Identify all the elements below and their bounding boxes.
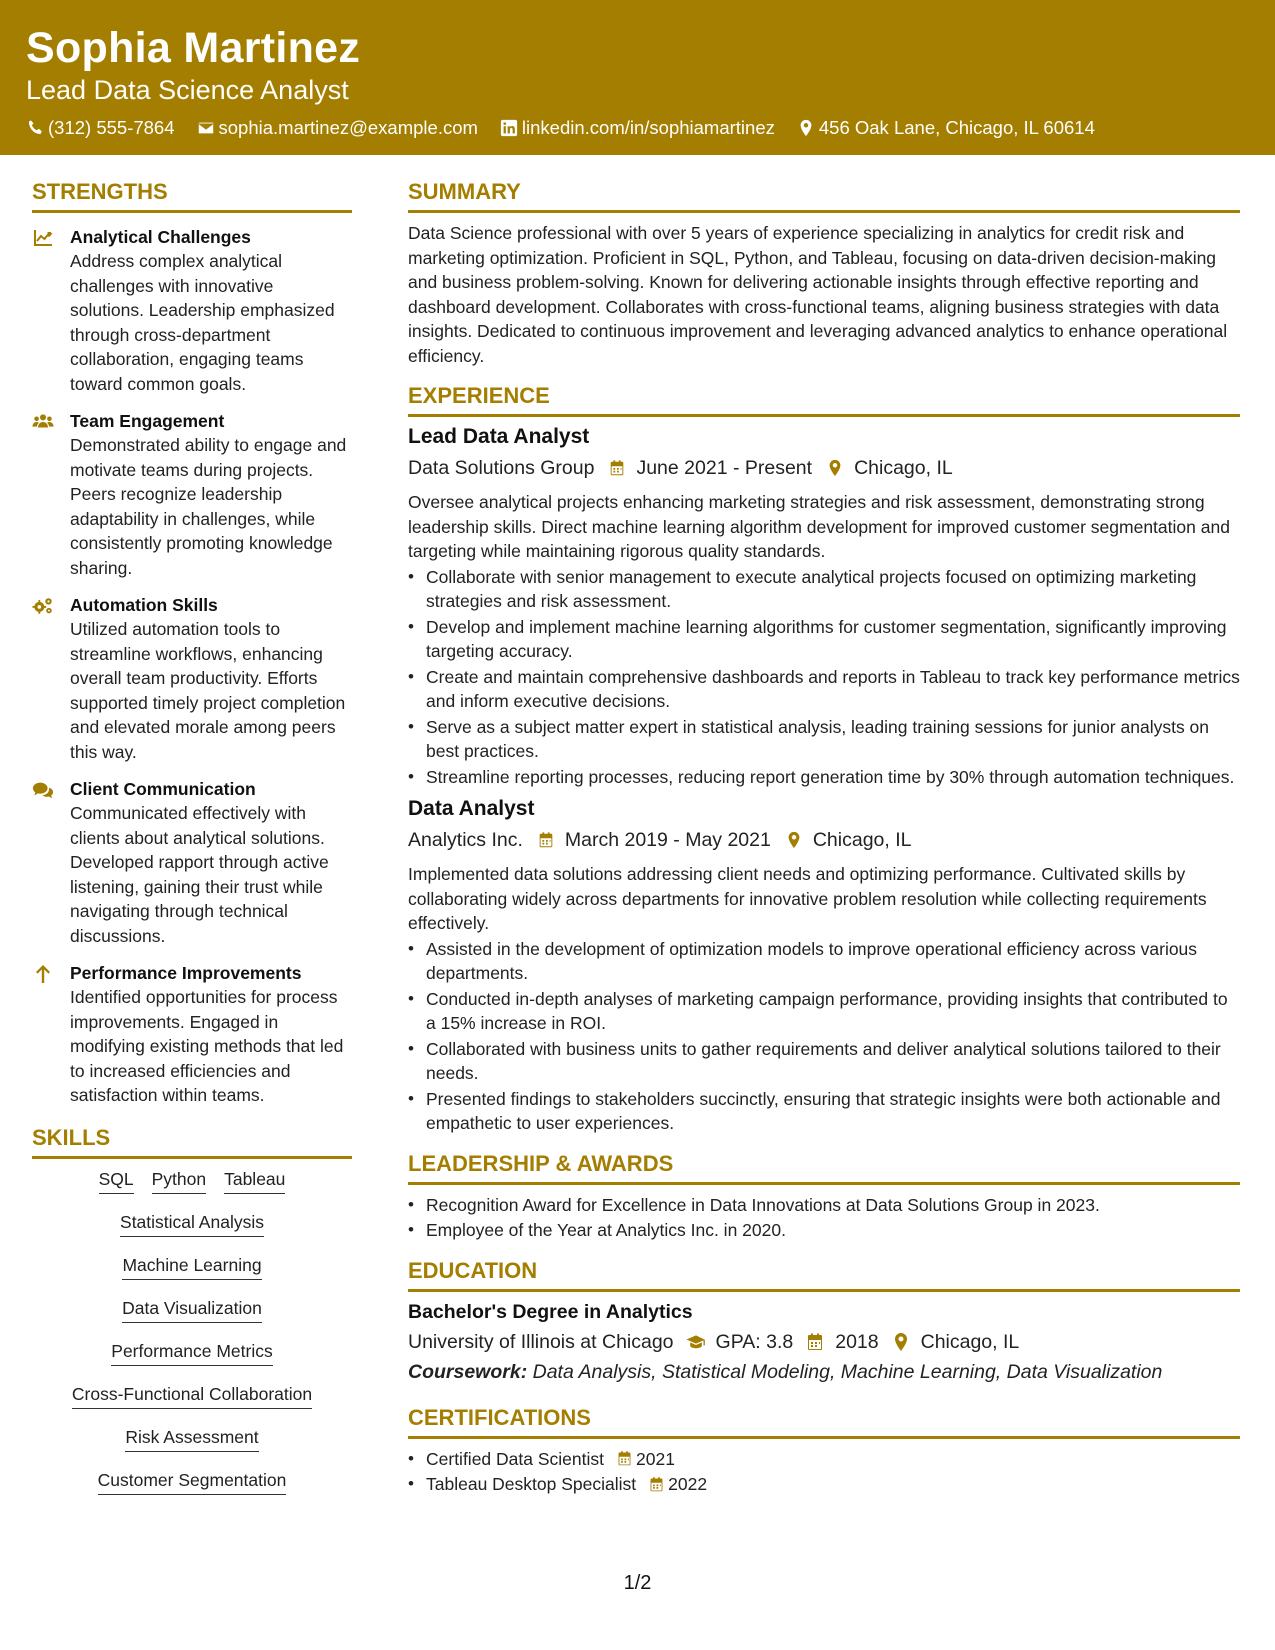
job-description: Implemented data solutions addressing client needs and optimizing performance. Cultivated skills by collaborating widely across departments for innovative problem resolution while collecting requirements effectively. — [408, 864, 1207, 933]
experience-section — [408, 382, 1240, 1136]
award-item: • Recognition Award for Excellence in Data Innovations at Data Solutions Group in 2023. — [408, 1193, 1240, 1218]
job-bullet: • Conducted in-depth analyses of marketing campaign performance, providing insights that contributed to a 15% increase in ROI. — [408, 987, 1240, 1036]
certification-name: • Tableau Desktop Specialist — [426, 1474, 637, 1494]
skill-tag: Risk Assessment — [125, 1425, 258, 1452]
comments-icon — [32, 779, 54, 801]
awards-heading: LEADERSHIP & AWARDS — [408, 1150, 1240, 1185]
strength-desc: Identified opportunities for process improvements. Engaged in modifying existing methods that led to increased efficiencies and satisfaction within teams. — [70, 987, 344, 1105]
job-title: Lead Data Analyst — [408, 425, 590, 448]
strength-item — [32, 961, 352, 1108]
arrow-up-icon — [32, 963, 54, 985]
contact-email[interactable] — [197, 116, 478, 140]
strength-desc: Utilized automation tools to streamline workflows, enhancing overall team productivity. Efforts supported timely project completion and elevated morale among peers this way. — [70, 619, 346, 762]
job-entry — [408, 423, 1240, 789]
strength-desc: Demonstrated ability to engage and motivate teams during projects. Peers recognize leadership adaptability in challenges, while consistently promoting knowledge sharing. — [70, 435, 347, 578]
graduation-year: 2018 — [835, 1330, 879, 1353]
phone-icon — [26, 119, 44, 137]
job-bullet: • Assisted in the development of optimization models to improve operational efficiency across various departments. — [408, 937, 1240, 986]
award-item: • Employee of the Year at Analytics Inc. in 2020. — [408, 1218, 1240, 1243]
candidate-role: Lead Data Science Analyst — [26, 75, 349, 105]
skills-heading: SKILLS — [32, 1124, 352, 1159]
calendar-icon — [616, 1450, 633, 1467]
strength-title: Performance Improvements — [70, 963, 302, 983]
resume-header — [0, 0, 1275, 155]
skills-section — [32, 1124, 352, 1495]
email-text: sophia.martinez@example.com — [218, 117, 478, 138]
linkedin-icon — [500, 119, 518, 137]
strengths-section — [32, 178, 352, 1108]
skill-tag: SQL — [99, 1167, 134, 1194]
job-bullet: • Collaborated with business units to gather requirements and deliver analytical solutions tailored to their needs. — [408, 1037, 1240, 1086]
education-section — [408, 1257, 1240, 1386]
certifications-section — [408, 1404, 1240, 1497]
cogs-icon — [32, 595, 54, 617]
school-location: Chicago, IL — [920, 1330, 1020, 1353]
graduation-cap-icon — [686, 1332, 706, 1352]
chart-line-icon — [32, 227, 54, 249]
skill-tag: Tableau — [224, 1167, 285, 1194]
summary-heading: SUMMARY — [408, 178, 1240, 213]
strengths-heading: STRENGTHS — [32, 178, 352, 213]
certifications-heading: CERTIFICATIONS — [408, 1404, 1240, 1439]
awards-section — [408, 1150, 1240, 1243]
job-location: Chicago, IL — [812, 829, 912, 851]
job-entry — [408, 795, 1240, 1136]
skill-tag: Statistical Analysis — [120, 1210, 264, 1237]
calendar-icon — [608, 459, 626, 477]
map-pin-icon — [826, 459, 844, 477]
skill-tag: Cross-Functional Collaboration — [72, 1382, 312, 1409]
strength-title: Automation Skills — [70, 595, 218, 615]
summary-text: Data Science professional with over 5 years of experience specializing in analytics for credit risk and marketing optimization. Proficient in SQL, Python, and Tableau, focusing on data-driven decision-making and business problem-solving. Known for delivering actionable insights through effective reporting and dashboard development. Collaborates with cross-functional teams, aligning business strategies with data insights. Dedicated to continuous improvement and leveraging advanced analytics to enhance operational efficiency. — [408, 223, 1228, 366]
contact-bar — [26, 116, 1249, 140]
page-number: 1/2 — [623, 1572, 652, 1594]
strength-title: Client Communication — [70, 779, 256, 799]
calendar-icon — [648, 1476, 665, 1493]
job-description: Oversee analytical projects enhancing marketing strategies and risk assessment, demonstrating strong leadership skills. Direct machine learning algorithm development for improved customer segmentation and targeting while maintaining rigorous quality standards. — [408, 492, 1230, 561]
experience-heading: EXPERIENCE — [408, 382, 1240, 417]
envelope-icon — [197, 119, 215, 137]
school-name: University of Illinois at Chicago — [408, 1330, 674, 1353]
certification-year: 2022 — [668, 1474, 708, 1494]
skill-tag: Customer Segmentation — [98, 1468, 287, 1495]
certification-item — [408, 1472, 1240, 1497]
coursework — [408, 1358, 1240, 1386]
right-column — [408, 178, 1240, 1498]
map-pin-icon — [785, 831, 803, 849]
job-location: Chicago, IL — [854, 457, 953, 479]
certification-name: • Certified Data Scientist — [426, 1448, 604, 1469]
skill-tag: Data Visualization — [122, 1296, 262, 1323]
address-text: 456 Oak Lane, Chicago, IL 60614 — [818, 117, 1095, 138]
degree-title: Bachelor's Degree in Analytics — [408, 1300, 693, 1323]
users-icon — [32, 411, 54, 433]
certification-year: 2021 — [636, 1448, 675, 1469]
gpa: GPA: 3.8 — [715, 1330, 794, 1353]
job-bullet: • Create and maintain comprehensive dashboards and reports in Tableau to track key performance metrics and inform executive decisions. — [408, 665, 1240, 714]
job-bullet: • Serve as a subject matter expert in statistical analysis, leading training sessions for junior analysts on best practices. — [408, 715, 1240, 764]
calendar-icon — [537, 831, 555, 849]
map-pin-icon — [797, 119, 815, 137]
strength-title: Team Engagement — [70, 411, 225, 431]
coursework-label: Coursework: — [408, 1360, 528, 1383]
skill-tag: Performance Metrics — [111, 1339, 272, 1366]
summary-section — [408, 178, 1240, 368]
contact-phone[interactable] — [26, 116, 175, 140]
job-bullet: • Collaborate with senior management to execute analytical projects focused on optimizing marketing strategies and risk assessment. — [408, 565, 1240, 614]
job-dates: March 2019 - May 2021 — [564, 829, 771, 851]
job-title: Data Analyst — [408, 797, 535, 820]
map-pin-icon — [891, 1332, 911, 1352]
left-column — [32, 178, 352, 1511]
certification-item — [408, 1447, 1240, 1472]
job-bullet: • Presented findings to stakeholders succinctly, ensuring that strategic insights were both actionable and empathetic to user experiences. — [408, 1087, 1240, 1136]
job-bullet: • Develop and implement machine learning algorithms for customer segmentation, significantly improving targeting accuracy. — [408, 615, 1240, 664]
contact-linkedin[interactable] — [500, 116, 775, 140]
contact-address — [797, 116, 1095, 140]
phone-text: (312) 555-7864 — [48, 117, 175, 138]
strength-item — [32, 225, 352, 396]
education-heading: EDUCATION — [408, 1257, 1240, 1292]
company-name: Data Solutions Group — [408, 457, 595, 479]
strength-desc: Address complex analytical challenges with innovative solutions. Leadership emphasized through cross-department collaboration, engaging teams toward common goals. — [70, 251, 335, 394]
job-bullet: • Streamline reporting processes, reducing report generation time by 30% through automation techniques. — [408, 765, 1240, 790]
strength-item — [32, 409, 352, 580]
strength-title: Analytical Challenges — [70, 227, 251, 247]
candidate-name: Sophia Martinez — [26, 24, 361, 72]
calendar-icon — [805, 1332, 825, 1352]
skill-tag: Machine Learning — [122, 1253, 261, 1280]
strength-item — [32, 777, 352, 948]
company-name: Analytics Inc. — [408, 829, 523, 851]
job-dates: June 2021 - Present — [636, 457, 813, 479]
strength-desc: Communicated effectively with clients about analytical solutions. Developed rapport through active listening, gaining their trust while navigating through technical discussions. — [70, 803, 329, 946]
linkedin-text: linkedin.com/in/sophiamartinez — [521, 117, 775, 138]
coursework-list: Data Analysis, Statistical Modeling, Machine Learning, Data Visualization — [532, 1360, 1163, 1383]
strength-item — [32, 593, 352, 764]
skill-tag: Python — [152, 1167, 206, 1194]
